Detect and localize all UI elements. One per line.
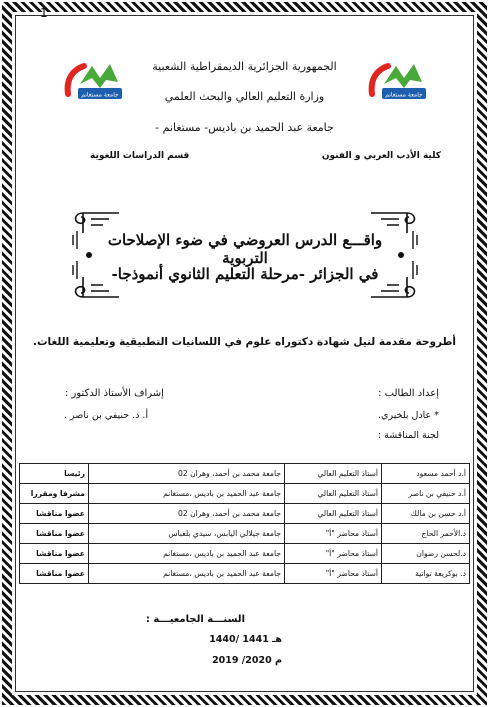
member-rank: أستاذ التعليم العالي [285,484,382,504]
department-name: قسم الدراسات اللغوية [90,151,190,161]
table-row [20,524,470,544]
member-university: جامعة عبد الحميد بن باديس ،مستغانم [89,564,285,584]
header-republic: الجمهورية الجزائرية الديمقراطية الشعبية [152,60,337,73]
table-row [20,464,470,484]
table-row [20,484,470,504]
table-row [20,564,470,584]
member-name: أ.د حسن بن مالك [382,504,470,524]
student-name: * عادل بلخيري. [378,410,439,421]
member-rank: أستاذ محاضر "أ" [285,524,382,544]
thesis-title-block [85,205,405,305]
table-row [20,544,470,564]
member-rank: أستاذ محاضر "أ" [285,544,382,564]
thesis-title-line1: واقـــع الدرس العروضي في ضوء الإصلاحات التربوية [107,231,383,267]
member-university: جامعة عبد الحميد بن باديس ،مستغانم [89,484,285,504]
member-rank: أستاذ التعليم العالي [285,504,382,524]
supervisor-label: إشراف الأستاذ الدكتور : [65,388,164,399]
page-frame [15,15,474,692]
student-label: إعداد الطالب : [378,388,439,399]
academic-year-label: السنـــة الجامعيـــة : [145,614,245,625]
member-university: جامعة محمد بن أحمد، وهران 02 [89,504,285,524]
table-row [20,504,470,524]
thesis-title-line2: في الجزائر -مرحلة التعليم الثانوي أنموذجا- [111,265,379,283]
member-role: عضوا مناقشا [20,564,89,584]
member-rank: أستاذ التعليم العالي [285,464,382,484]
header-university: جامعة عبد الحميد بن باديس- مستغانم - [155,121,334,134]
member-name: د. بوكريعة تواتية [382,564,470,584]
member-role: عضوا مناقشا [20,524,89,544]
supervisor-name: أ. د. حنيفي بن ناصر . [64,410,149,421]
member-name: أ.د أحمد مسعود [382,464,470,484]
member-role: عضوا مناقشا [20,544,89,564]
faculty-name: كلية الأدب العربي و الفنون [321,151,441,161]
committee-label: لجنة المناقشة : [377,430,439,441]
member-university: جامعة عبد الحميد بن باديس ،مستغانم [89,544,285,564]
member-name: د.لحسن رضوان [382,544,470,564]
member-name: أ.د حنيفي بن ناصر [382,484,470,504]
page-number: 1 [40,6,48,20]
university-logo-right-text: جامعة مستغانم [385,91,423,99]
university-logo-left-text: جامعة مستغانم [81,91,119,99]
member-role: عضوا مناقشا [20,504,89,524]
member-role: مشرفا ومقررا [20,484,89,504]
academic-year-hijri: 1440/ 1441 هـ [209,634,282,645]
member-university: جامعة محمد بن أحمد، وهران 02 [89,464,285,484]
member-rank: أستاذ محاضر "أ" [285,564,382,584]
header-ministry: وزارة التعليم العالي والبحث العلمي [164,90,325,103]
member-name: د.الأحمر الحاج [382,524,470,544]
academic-year-gregorian: 2019 /2020 م [212,655,282,666]
thesis-subtitle: أطروحة مقدمة لنيل شهادة دكتوراه علوم في اللسانيات التطبيقية وتعليمية اللغات. [32,336,457,348]
member-university: جامعة جيلالي اليابس، سيدي بلعباس [89,524,285,544]
committee-table [19,463,470,584]
member-role: رئيسا [20,464,89,484]
